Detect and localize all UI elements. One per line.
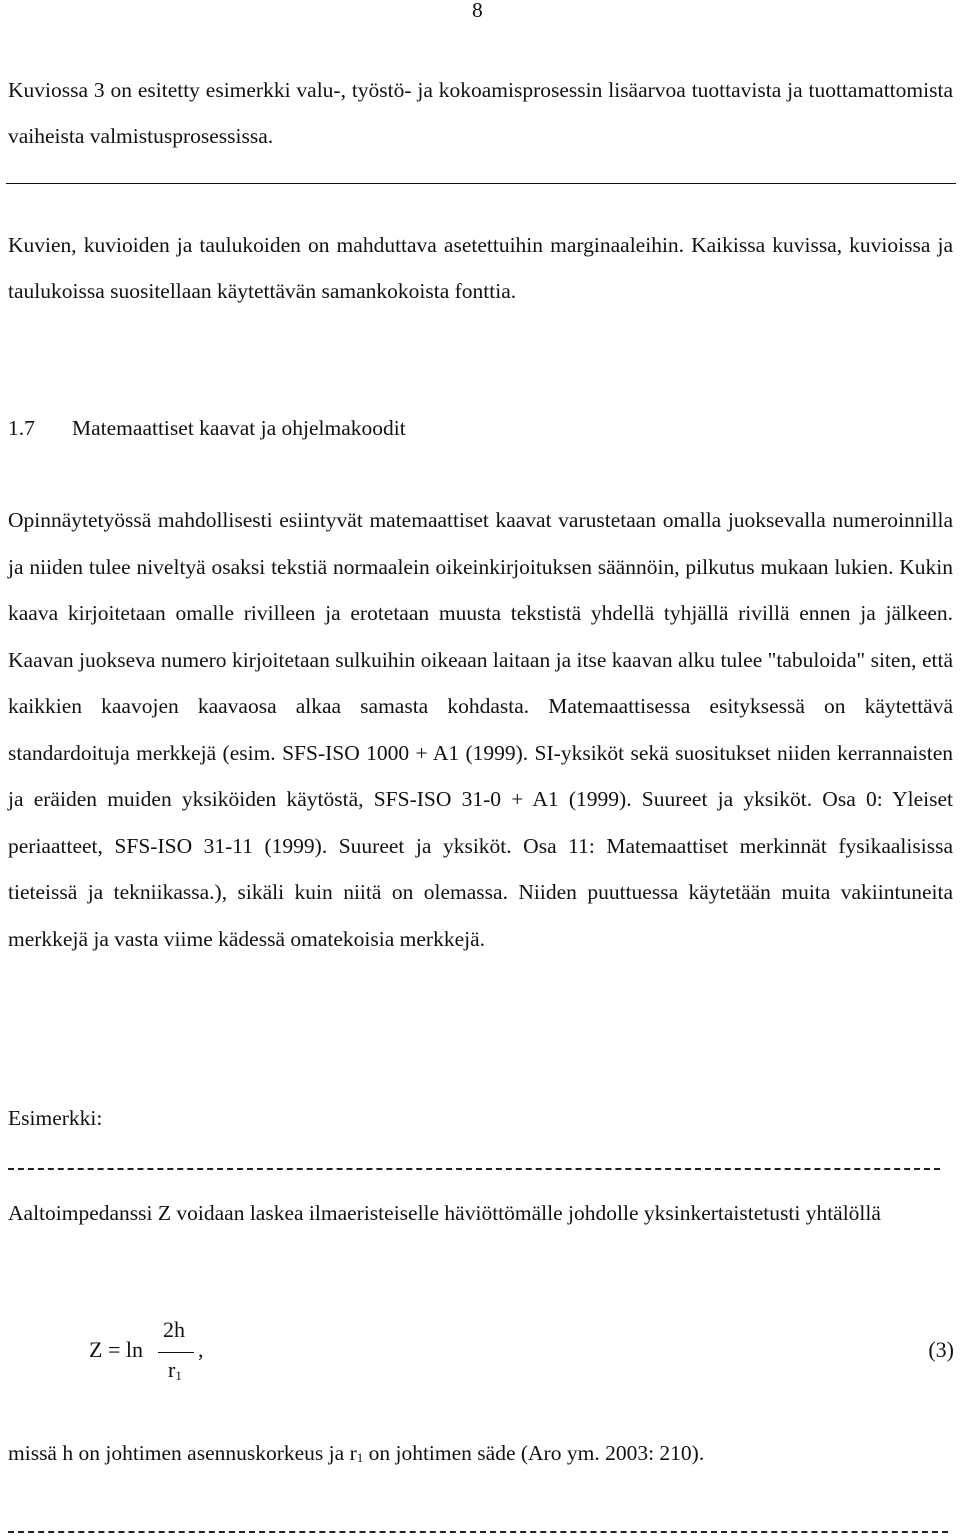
fraction-bar — [158, 1352, 194, 1353]
equation-number: (3) — [928, 1337, 954, 1362]
equation-explanation: missä h on johtimen asennuskorkeus ja $r_1$ on johtimen säde (Aro ym. 2003: 210). — [8, 1441, 705, 1465]
paragraph-figure-example: Kuviossa 3 on esitetty esimerkki valu-, työstö- ja kokoamisprosessin lisäarvoa tuottavista ja tuottamattomista vaiheista valmistusprosessissa. — [8, 78, 953, 148]
paragraph-math-formulas: Opinnäytetyössä mahdollisesti esiintyvät matemaattiset kaavat varustetaan omalla juoksevalla numeroinnilla ja niiden tulee niveltyä osaksi tekstiä normaalein oikeinkirjoituksen säännöin, pilkutus mukaan lukien. Kukin kaava kirjoitetaan omalle rivilleen ja erotetaan muusta tekstistä yhdellä tyhjällä rivillä ennen ja jälkeen. Kaavan juokseva numero kirjoitetaan sulkuihin oikeaan laitaan ja itse kaavan alku tulee "tabuloida" siten, että kaikkien kaavojen kaavaosa alkaa samasta kohdasta. Matemaattisessa esityksessä on käytettävä standardoituja merkkejä (esim. SFS-ISO 1000 + A1 (1999). SI-yksiköt sekä suositukset niiden kerrannaisten ja eräiden muiden yksiköiden käytöstä, SFS-ISO 31-0 + A1 (1999). Suureet ja yksiköt. Osa 0: Yleiset periaatteet, SFS-ISO 31-11 (1999). Suureet ja yksiköt. Osa 11: Matemaattiset merkinnät fysikaalisissa tieteissä ja tekniikassa.), sikäli kuin niitä on olemassa. Niiden puuttuessa käytetään muita vakiintuneita merkkejä ja vasta viime kädessä omatekoisia merkkejä. — [8, 508, 953, 951]
section-number: 1.7 — [8, 416, 35, 440]
equation-comma: , — [198, 1337, 204, 1362]
section-heading — [8, 416, 406, 441]
dashed-separator-top — [8, 1168, 940, 1170]
equation-denominator: $r_1$ — [168, 1357, 182, 1383]
page-number: 8 — [472, 0, 483, 22]
paragraph-figure-margins: Kuvien, kuvioiden ja taulukoiden on mahduttava asetettuihin marginaaleihin. Kaikissa kuvissa, kuvioissa ja taulukoissa suositellaan käytettävän samankokoista fonttia. — [8, 233, 953, 303]
paragraph-impedance: Aaltoimpedanssi Z voidaan laskea ilmaeristeiselle häviöttömälle johdolle yksinkertaistetusti yhtälöllä — [8, 1201, 881, 1225]
equation-lhs: Z = ln — [89, 1337, 143, 1362]
dashed-separator-bottom — [8, 1531, 948, 1533]
section-title: Matemaattiset kaavat ja ohjelmakoodit — [72, 416, 406, 440]
horizontal-rule — [6, 183, 956, 184]
example-label: Esimerkki: — [8, 1106, 103, 1130]
equation-numerator: 2h — [163, 1317, 185, 1342]
